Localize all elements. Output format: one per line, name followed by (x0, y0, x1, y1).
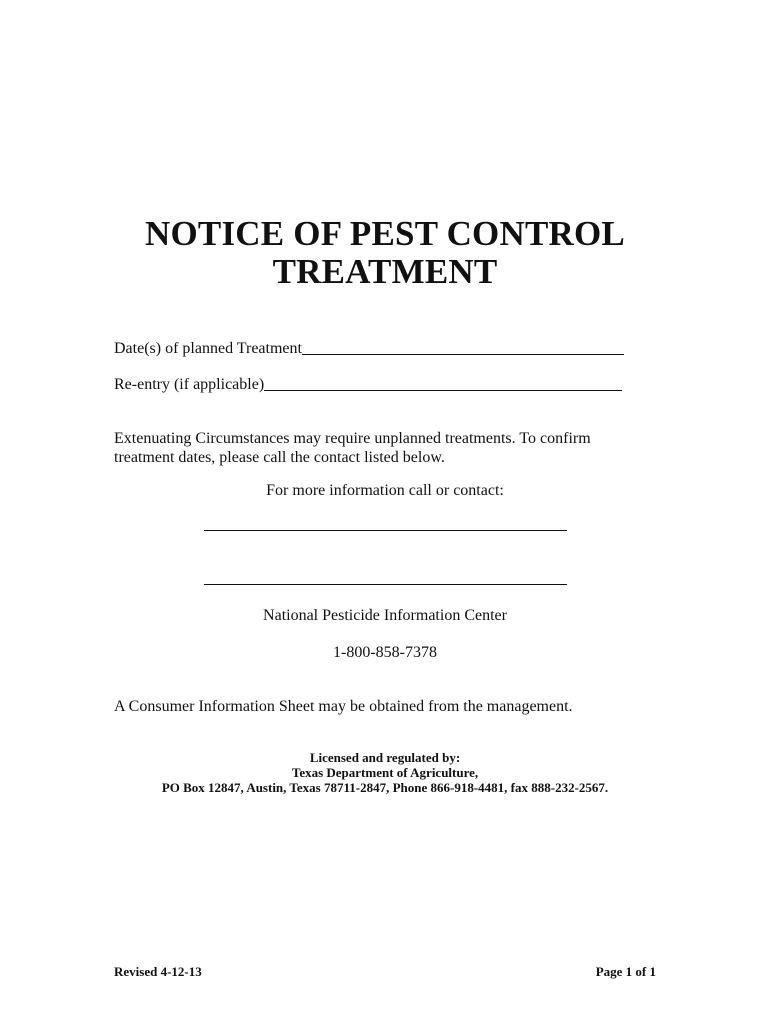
contact-blank-line-1[interactable] (204, 530, 567, 531)
consumer-sheet-paragraph: A Consumer Information Sheet may be obtained from the management. (114, 698, 573, 715)
reentry-blank-line[interactable] (264, 390, 622, 391)
licensing-line-1: Licensed and regulated by: (309, 750, 461, 765)
planned-treatment-blank-line[interactable] (302, 354, 624, 355)
npic-phone: 1-800-858-7378 (333, 644, 437, 661)
more-info-text: For more information call or contact: (266, 482, 504, 499)
contact-blank-line-2[interactable] (204, 584, 567, 585)
planned-treatment-label: Date(s) of planned Treatment (114, 340, 302, 357)
planned-treatment-field[interactable] (114, 340, 624, 358)
licensing-line-2: Texas Department of Agriculture, (291, 765, 479, 780)
extenuating-circumstances-paragraph: Extenuating Circumstances may require unplanned treatments. To confirm treatment dates, please call the contact listed below. (114, 430, 591, 466)
npic-name: National Pesticide Information Center (263, 607, 507, 624)
document-title-line-2: TREATMENT (272, 252, 498, 291)
revised-date: Revised 4-12-13 (114, 964, 202, 979)
document-title-line-1: NOTICE OF PEST CONTROL (145, 214, 625, 253)
licensing-line-3: PO Box 12847, Austin, Texas 78711-2847, Phone 866-918-4481, fax 888-232-2567. (161, 780, 609, 795)
reentry-field[interactable] (114, 376, 622, 394)
reentry-label: Re-entry (if applicable) (114, 376, 265, 393)
page-number: Page 1 of 1 (595, 964, 656, 979)
